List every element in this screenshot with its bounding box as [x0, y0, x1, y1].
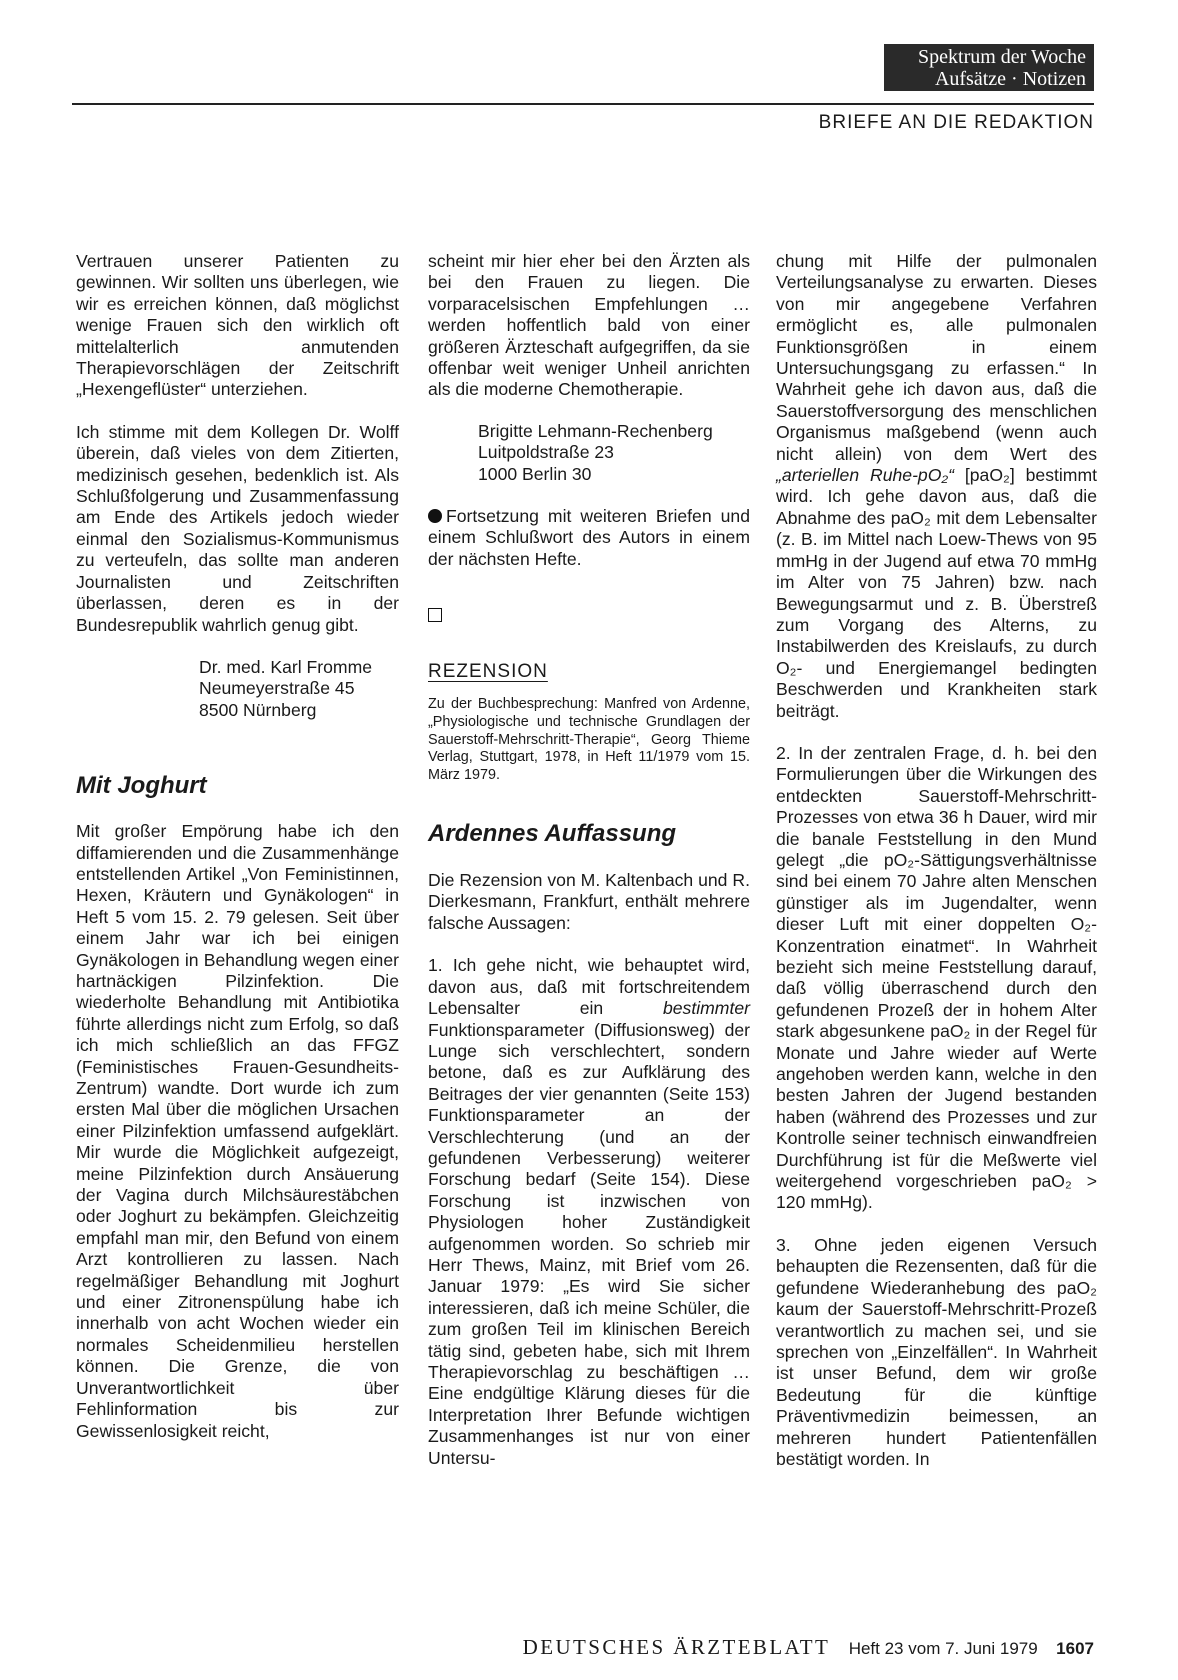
letter-2-paragraph: Mit großer Empörung habe ich den diffamierenden und die Zusammenhänge entstellenden Artikel „Von Feministinnen, Hexen, Kräutern und Gynäkologen“ in Heft 5 vom 15. 2. 79 gelesen. Seit über einem Jahr war ich bei einigen Gynäkologen in Behandlung wegen einer hartnäckigen Pilzinfektion. Die wiederholte Behandlung mit Antibiotika führte allerdings nicht zum Erfolg, so daß ich mich schließlich an das FFGZ (Feministisches Frauen-Gesundheits-Zentrum) wandte. Dort wurde ich zum ersten Mal über die möglichen Ursachen einer Pilzinfektion umfassend aufgeklärt. Mir wurde die Möglichkeit aufgezeigt, meine Pilzinfektion durch Ansäuerung der Vagina durch Milchsäurestäbchen oder Joghurt zu bekämpfen. Gleichzeitig empfahl man mir, den Befund von einem Arzt kontrollieren zu lassen. Nach regelmäßiger Behandlung mit Joghurt und einer Zitronenspülung habe ich innerhalb von acht Wochen wieder ein normales Scheidenmilieu herstellen können. Die Grenze, die von Unverantwortlichkeit über Fehlinformation bis zur Gewissenlosigkeit reicht,	[76, 821, 399, 1441]
end-mark	[428, 606, 750, 627]
paragraph-text: [paO₂] bestimmt wird. Ich gehe davon aus, daß die Abnahme des paO₂ mit dem Lebensalter (z. B. im Mittel nach Loew-Thews von 95 mmHg in der Jugend auf etwa 70 mmHg im Alter von 75 Jahren) bzw. nach Bewegungsarmut und z. B. Überstreß zum Vorgang des Alterns, zu Instabilwerden des Kreislaufs, zu durch O₂- und Energiemangel bedingten Beschwerden und Krankheiten stark beiträgt.	[776, 465, 1098, 721]
continuation-note	[428, 506, 750, 570]
badge-line-1: Spektrum der Woche	[918, 46, 1086, 68]
header-rule	[72, 103, 1094, 105]
signature-name: Brigitte Lehmann-Rechenberg	[478, 420, 713, 441]
end-box-icon	[428, 608, 442, 622]
signature-street: Luitpoldstraße 23	[478, 442, 614, 463]
section-badge	[884, 44, 1094, 91]
bullet-icon	[428, 509, 442, 523]
letter-1-paragraph-2: Ich stimme mit dem Kollegen Dr. Wolff überein, daß vieles von dem Zitierten, medizinisch gesehen, bedenklich ist. Als Schlußfolgerung und Zusammenfassung am Ende des Artikels jedoch wieder einmal den Sozialismus-Kommunismus zu verteufeln, das sollte man anderen Journalisten und Zeitschriften überlassen, deren es in der Bundesrepublik wahrlich genug gibt.	[76, 421, 399, 635]
column-2	[428, 251, 750, 1469]
letter-3-paragraph-1: Die Rezension von M. Kaltenbach und R. Dierkesmann, Frankfurt, enthält mehrere falsche Aussagen:	[428, 870, 750, 933]
continuation-note-text: Fortsetzung mit weiteren Briefen und einem Schlußwort des Autors in einem der nächsten Hefte.	[428, 506, 750, 569]
letter-3-paragraph-5: 3. Ohne jeden eigenen Versuch behaupten die Rezensenten, daß für die gefundene Wiederanhebung des paO₂ kaum der Sauerstoff-Mehrschritt-Prozeß verantwortlich zu machen sei, und sie sprechen von „Einzelfällen“. In Wahrheit ist unser Befund, dem wir große Bedeutung für die künftige Präventivmedizin beimessen, an mehreren hundert Patientenfällen bestätigt worden. In	[776, 1234, 1097, 1469]
page-footer	[0, 1635, 1094, 1660]
page-number: 1607	[1056, 1639, 1094, 1658]
paragraph-text: chung mit Hilfe der pulmonalen Verteilungsanalyse zu erwarten. Dieses von mir angegebene Verfahren ermöglicht es, alle pulmonalen Funktionsgrößen in einem Untersuchungsgang zu erfassen.“ In Wahrheit gehe ich davon aus, daß die Sauerstoffversorgung des menschlichen Organismus maßgebend (wenn auch nicht allein) von dem Wert des	[776, 251, 1097, 464]
badge-line-2: Aufsätze · Notizen	[934, 68, 1086, 90]
paragraph-text: 1. Ich gehe nicht, wie behauptet wird, davon aus, daß mit fortschreitendem Lebensalter ein	[428, 955, 750, 1019]
review-heading: REZENSION	[428, 660, 548, 682]
issue-info: Heft 23 vom 7. Juni 1979	[848, 1639, 1038, 1658]
signature-city: 8500 Nürnberg	[199, 699, 317, 720]
letter-1-signature	[76, 657, 399, 721]
signature-street: Neumeyerstraße 45	[199, 678, 355, 699]
signature-name: Dr. med. Karl Fromme	[199, 656, 373, 677]
journal-name: DEUTSCHES ÄRZTEBLATT	[522, 1635, 831, 1659]
letter-2-signature	[428, 421, 750, 485]
section-heading: BRIEFE AN DIE REDAKTION	[818, 112, 1094, 133]
letter-3-paragraph-2	[428, 955, 750, 1469]
letter-1-paragraph-1: Vertrauen unserer Patienten zu gewinnen. Wir sollten uns überlegen, wie wir es erreichen können, daß möglichst wenige Frauen sich den wirklich oft mittelalterlich anmutenden Therapievorschlägen der Zeitschrift „Hexengeflüster“ unterziehen.	[76, 251, 399, 400]
emphasis-text: bestimmter	[662, 998, 750, 1019]
letter-2-continuation: scheint mir hier eher bei den Ärzten als bei den Frauen zu liegen. Die vorparacelsischen Empfehlungen … werden hoffentlich bald von einer größeren Ärzteschaft aufgegriffen, da sie offenbar weit weniger Unheil anrichten als die moderne Chemotherapie.	[428, 251, 750, 400]
letter-2-title: Mit Joghurt	[76, 772, 207, 800]
emphasis-text: „arteriellen Ruhe-pO₂“	[776, 465, 954, 486]
letter-3-title: Ardennes Auffassung	[428, 820, 677, 848]
signature-city: 1000 Berlin 30	[478, 463, 592, 484]
letter-3-paragraph-4: 2. In der zentralen Frage, d. h. bei den Formulierungen über die Wirkungen des entdeckten Sauerstoff-Mehrschritt-Prozesses von etwa 36 h Dauer, wird mir die banale Feststellung in den Mund gelegt „die pO₂-Sättigungsverhältnisse sind bei einem 70 Jahre alten Menschen günstiger als im Jugendalter, wenn dieser Luft mit einer doppelten O₂-Konzentration einatmet“. In Wahrheit bezieht sich meine Feststellung darauf, daß völlig überraschend durch den gefundenen Prozeß der in hohem Alter stark abgesunkene paO₂ in der Regel für Monate und Jahre wieder auf Werte angehoben werden kann, welche in den besten Jahren der Jugend bestanden haben (während des Prozesses und zur Kontrolle seiner technisch einwandfreien Durchführung ist für die Meßwerte viel weitergehend vorgeschrieben paO₂ > 120 mmHg).	[776, 742, 1097, 1213]
paragraph-text: Funktionsparameter (Diffusionsweg) der Lunge sich verschlechtert, sondern betone, daß es zur Aufklärung des Beitrages der vier genannten (Seite 153) Funktionsparameter an der Verschlechterung (und an der gefundenen Verbesserung) weiterer Forschung bedarf (Seite 154). Diese Forschung ist inzwischen von Physiologen hoher Zuständigkeit aufgenommen worden. So schrieb mir Herr Thews, Mainz, mit Brief vom 26. Januar 1979: „Es wird Sie sicher interessieren, daß ich meine Schüler, die zum großen Teil im klinischen Bereich tätig sind, gebeten habe, sich mit Ihrem Therapievorschlag zu beschäftigen … Eine endgültige Klärung dieses für die Interpretation Ihrer Befunde wichtigen Zusammenhanges ist nur von einer Untersu-	[428, 1019, 750, 1468]
column-3	[776, 251, 1097, 1470]
column-1	[76, 251, 399, 1442]
review-reference: Zu der Buchbesprechung: Manfred von Ardenne, „Physiologische und technische Grundlagen der Sauerstoff-Mehrschritt-Therapie“, Georg Thieme Verlag, Stuttgart, 1978, in Heft 11/1979 vom 15. März 1979.	[428, 696, 750, 784]
letter-3-paragraph-3	[776, 251, 1097, 722]
